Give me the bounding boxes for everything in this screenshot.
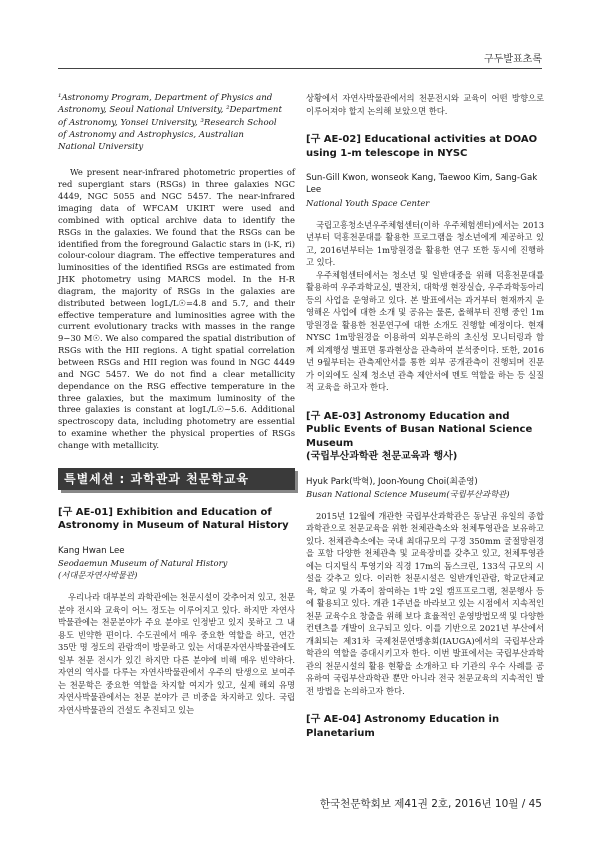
ae02-title: [구 AE-02] Educational activities at DOAO using 1-m telescope in NYSC	[306, 134, 538, 159]
special-session-banner: 특별세션 : 과학관과 천문학교육	[58, 468, 295, 490]
ae02-para-1: 국립고흥청소년우주체험센터(이하 우주체험센터)에서는 2013년부터 덕흥천문대를 활용한 프로그램을 청소년에게 제공하고 있고, 2016년부터는 1m망원경을 활용한 연구 또한 동시에 진행하고 있다.	[306, 219, 544, 268]
ae02-authors: Sun-Gill Kwon, wonseok Kang, Taewoo Kim, Sang-Gak Lee	[306, 173, 538, 196]
ae04-title: [구 AE-04] Astronomy Education in Planetarium	[306, 714, 500, 739]
ae02-institution: National Youth Space Center	[306, 197, 430, 208]
journal-footer: 한국천문학회보 제41권 2호, 2016년 10월 / 45	[319, 798, 542, 810]
affiliation-line: ¹Astronomy Program, Department of Physics and	[58, 93, 273, 103]
ae03-title	[306, 410, 544, 464]
ae02-para-2: 우주체험센터에서는 청소년 및 일반대중을 위해 덕흥천문대를 활용하여 우주과학교실, 별잔치, 대학생 현장실습, 우주과학동아리 등의 사업을 운영하고 있다. 본 발표에서는 과거부터 현재까지 운영해온 사업에 대한 소개 및 공유는 물론, 올해부터 진행 중인 1m망원경을 활용한 천문연구에 대한 소개도 진행할 예정이다. 현재 NYSC 1m망원경을 이용하여 외부은하의 초신성 모니터링과 함께 외계행성 별표면 통과현상을 관측하여 분석중이다. 또한, 2016년 9월부터는 관측제안서를 통한 외부 공개관측이 진행되며 진문가 이외에도 실제 청소년 관측 제안서에 멘토 역할을 하는 등 실질적 교육을 하고자 한다.	[306, 269, 544, 393]
ae03-title-en: [구 AE-03] Astronomy Education and Public Events of Busan National Science Museum	[306, 410, 533, 449]
left-column	[58, 92, 295, 716]
ae01-continued: 상황에서 자연사박물관에서의 천문전시와 교육이 어떤 방향으로 이루어져야 할지 논의해 보았으면 한다.	[306, 93, 544, 116]
ae03-title-ko: (국립부산과학관 천문교육과 행사)	[306, 451, 458, 463]
affiliation-line: of Astronomy and Astrophysics, Australian	[58, 129, 244, 140]
ae01-title: [구 AE-01] Exhibition and Education of Astronomy in Museum of Natural History	[58, 506, 289, 532]
affiliation-line: Astronomy, Seoul National University, ²Department	[58, 105, 282, 116]
affiliation-line: of Astronomy, Yonsei University, ³Research School	[58, 117, 277, 128]
right-column	[306, 92, 544, 740]
affiliation-line: National University	[58, 142, 144, 153]
rsg-abstract: We present near-infrared photometric properties of red supergiant stars (RSGs) in three galaxies NGC 4449, NGC 5055 and NGC 5457. The near-infrared imaging data of WFCAM UKIRT were used and combined with optical archive data to identify the RSGs in the galaxies. We found that the RSGs can be identified from the foreground Galactic stars in (i-K, ri) colour-colour diagram. The effective temperatures and luminosities of the identified RSGs are estimated from JHK photometry using MARCS model. In the H-R diagram, the majority of RSGs in the galaxies are distributed between logL/L☉=4.8 and 5.7, and their effective temperature and luminosities agree with the current evolutionary tracks with masses in the range 9−30 M☉. We also compared the spatial distribution of RSGs with the HII regions. A tight spatial correlation between RSGs and HII region was found in NGC 4449 and NGC 5457. We do not find a clear metallicity dependance on the RSG effective temperature in the three galaxies, but the maximum luminosity of the three galaxies is constant at logL/L☉~5.6. Additional spectroscopy data, including photometry are essential to examine whether the physical properties of RSGs change with metallicity.	[58, 167, 295, 450]
ae03-authors: Hyuk Park(박혁), Joon-Young Choi(최준영)	[306, 476, 478, 487]
header-rule	[58, 68, 542, 69]
ae03-institution: Busan National Science Museum(국립부산과학관)	[306, 488, 510, 499]
affiliations	[58, 92, 295, 153]
ae01-institution-ko: (서대문자연사박물관)	[58, 570, 138, 581]
section-label: 구두발표초록	[484, 54, 542, 65]
ae01-author: Kang Hwan Lee	[58, 545, 125, 556]
ae01-institution-en: Seodaemun Museum of Natural History	[58, 558, 228, 569]
ae03-body: 2015년 12월에 개관한 국립부산과학관은 동남권 유일의 종합과학관으로 천문교육을 위한 천체관측소와 천체투영관을 보유하고 있다. 천체관측소에는 국내 최대규모의 구경 350mm 굴절망원경을 포함 다양한 천체관측 및 교육장비를 갖추고 있고, 천체투영관에는 디지털식 투영기와 직경 17m의 돔스크린, 133석 규모의 시설을 갖추고 있다. 이러한 천문시설은 일반개인관람, 학교단체교육, 학교 및 가족이 참여하는 1박 2일 캠프프로그램, 천문행사 등에 활용되고 있다. 개관 1주년을 바라보고 있는 시점에서 지속적인 천문 교육수요 창출을 위해 보다 효율적인 운영방법모색 및 다양한 컨텐츠를 개발이 요구되고 있다. 이를 기반으로 2021년 부산에서 개최되는 제31차 국제천문연맹총회(IAUGA)에서의 국립부산과학관의 역할을 증대시키고자 한다. 이번 발표에서는 국립부산과학관의 천문시설의 활용 현황을 소개하고 타 기관의 우수 사례를 공유하여 국립부산과학관 뿐만 아니라 전국 천문교육의 지속적인 발전 방법을 논의하고자 한다.	[306, 510, 544, 696]
ae01-body: 우리나라 대부분의 과학관에는 천문시설이 갖추어져 있고, 천문분야 전시와 교육이 어느 정도는 이루어지고 있다. 하지만 자연사박물관에는 천문분야가 주요 분야로 인정받고 있지 못하고 그 내용도 빈약한 편이다. 수도권에서 매우 중요한 역할을 하고, 연간 35만 명 정도의 관람객이 방문하고 있는 서대문자연사박물관에도 일부 천문 전시가 있긴 하지만 다른 분야에 비해 매우 빈약하다. 자연의 역사를 다루는 자연사박물관에서 우주의 탄생으로 보여주는 천문학은 중요한 역할을 차지할 여지가 있고, 실제 해외 유명 자연사박물관에서는 천문 분야가 큰 비중을 차지하고 있다. 국립자연사박물관의 건설도 추진되고 있는	[58, 592, 295, 715]
